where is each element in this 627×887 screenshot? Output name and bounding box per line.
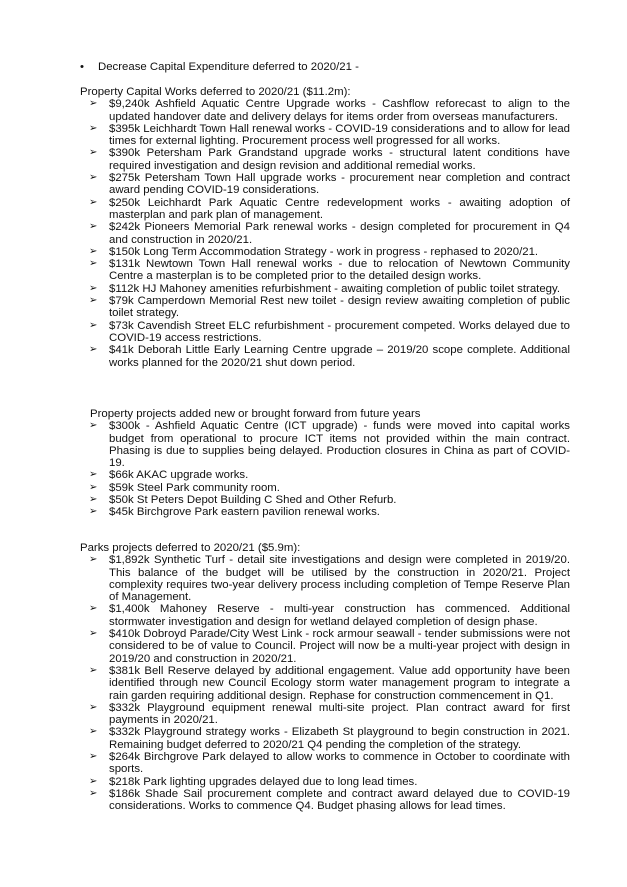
arrow-bullet-icon: ➢ (89, 147, 98, 159)
list-item (80, 506, 570, 518)
list-item-text: $390k Petersham Park Grandstand upgrade works - structural latent conditions have required investigation and design revision and additional remedial works. (109, 147, 570, 172)
list-item-text: $131k Newtown Town Hall renewal works - due to relocation of Newtown Community Centre a masterplan is to be completed prior to the detailed design works. (109, 258, 570, 283)
bullet-dot: • (80, 61, 84, 73)
list-item-text: $79k Camperdown Memorial Rest new toilet - design review awaiting completion of public toilet strategy. (109, 295, 570, 320)
arrow-bullet-icon: ➢ (89, 98, 98, 110)
top-bullet-text: Decrease Capital Expenditure deferred to 2020/21 - (98, 61, 359, 73)
list-item-text: $410k Dobroyd Parade/City West Link - rock armour seawall - tender submissions were not considered to be of value to Council. Project will now be a multi-year project with design in 2019/20 and construction in 2020/21. (109, 628, 570, 665)
item-list (80, 98, 570, 369)
list-item-text: $264k Birchgrove Park delayed to allow works to commence in October to coordinate with sports. (109, 751, 570, 776)
list-item (80, 776, 570, 788)
list-item (80, 246, 570, 258)
list-item-text: $1,400k Mahoney Reserve - multi-year construction has commenced. Additional stormwater investigation and design for wetland delayed completion of design phase. (109, 603, 570, 628)
arrow-bullet-icon: ➢ (89, 481, 98, 493)
list-item (80, 482, 570, 494)
list-item-text: $275k Petersham Town Hall upgrade works - procurement near completion and contract award pending COVID-19 considerations. (109, 172, 570, 197)
list-item (80, 702, 570, 727)
arrow-bullet-icon: ➢ (89, 221, 98, 233)
arrow-bullet-icon: ➢ (89, 701, 98, 713)
list-item (80, 258, 570, 283)
arrow-bullet-icon: ➢ (89, 494, 98, 506)
list-item-text: $395k Leichhardt Town Hall renewal works - COVID-19 considerations and to allow for lead times for external lighting. Procurement process well progressed for all works. (109, 122, 570, 148)
item-list (80, 420, 570, 518)
list-item (80, 320, 570, 345)
arrow-bullet-icon: ➢ (89, 787, 98, 799)
list-item-text: $186k Shade Sail procurement complete and contract award delayed due to COVID-19 considerations. Works to commence Q4. Budget phasing allows for lead times. (109, 787, 570, 813)
list-item (80, 221, 570, 246)
list-item (80, 751, 570, 776)
list-item (80, 628, 570, 665)
list-item (80, 554, 570, 603)
arrow-bullet-icon: ➢ (89, 506, 98, 518)
section-heading: Parks projects deferred to 2020/21 ($5.9m): (80, 542, 301, 554)
list-item-text: $150k Long Term Accommodation Strategy - work in progress - rephased to 2020/21. (109, 245, 539, 258)
list-item-text: $9,240k Ashfield Aquatic Centre Upgrade works - Cashflow reforecast to align to the updated handover date and delivery delays for items order from overseas manufacturers. (109, 98, 570, 123)
arrow-bullet-icon: ➢ (89, 603, 98, 615)
arrow-bullet-icon: ➢ (89, 751, 98, 763)
list-item (80, 469, 570, 481)
list-item-text: $1,892k Synthetic Turf - detail site investigations and design were completed in 2019/20. This balance of the budget will be utilised by the construction in 2020/21. Project complexity requires two-year delivery process including completion of Tempe Reserve Plan of Management. (109, 554, 570, 604)
list-item (80, 344, 570, 369)
list-item-text: $218k Park lighting upgrades delayed due to long lead times. (109, 775, 418, 788)
arrow-bullet-icon: ➢ (89, 664, 98, 676)
list-item-text: $332k Playground strategy works - Elizabeth St playground to begin construction in 2021. Remaining budget deferred to 2020/21 Q4 pending the completion of the strategy. (109, 726, 570, 751)
list-item-text: $45k Birchgrove Park eastern pavilion renewal works. (109, 506, 380, 519)
arrow-bullet-icon: ➢ (89, 628, 98, 640)
list-item-text: $381k Bell Reserve delayed by additional engagement. Value add opportunity have been identified through new Council Ecology storm water management program to integrate a rain garden requiring additional design. Rephase for construction commencement in Q1. (109, 664, 570, 702)
list-item-text: $300k - Ashfield Aquatic Centre (ICT upgrade) - funds were moved into capital works budget from operational to procure ICT items not provided within the main contract. Phasing is due to supplies being delayed. Production closures in China as part of COVID-19. (109, 420, 570, 470)
list-item (80, 123, 570, 148)
arrow-bullet-icon: ➢ (89, 319, 98, 331)
list-item-text: $66k AKAC upgrade works. (109, 469, 249, 482)
list-item (80, 788, 570, 813)
arrow-bullet-icon: ➢ (89, 554, 98, 566)
list-item (80, 98, 570, 123)
arrow-bullet-icon: ➢ (89, 122, 98, 134)
section-parks-projects-deferred (80, 542, 570, 813)
list-item (80, 726, 570, 751)
arrow-bullet-icon: ➢ (89, 295, 98, 307)
list-item-text: $250k Leichhardt Park Aquatic Centre redevelopment works - awaiting adoption of masterplan and park plan of management. (109, 196, 570, 221)
list-item (80, 295, 570, 320)
section-heading: Property Capital Works deferred to 2020/21 ($11.2m): (80, 86, 351, 98)
list-item (80, 197, 570, 222)
list-item (80, 603, 570, 628)
list-item-text: $332k Playground equipment renewal multi-site project. Plan contract award for first payments in 2020/21. (109, 701, 570, 727)
arrow-bullet-icon: ➢ (89, 282, 98, 294)
list-item-text: $59k Steel Park community room. (109, 481, 280, 494)
list-item-text: $112k HJ Mahoney amenities refurbishment - awaiting completion of public toilet strategy. (109, 282, 560, 295)
list-item-text: $242k Pioneers Memorial Park renewal works - design completed for procurement in Q4 and construction in 2020/21. (109, 221, 570, 246)
arrow-bullet-icon: ➢ (89, 258, 98, 270)
section-heading: Property projects added new or brought forward from future years (90, 408, 421, 420)
list-item (80, 172, 570, 197)
list-item (80, 494, 570, 506)
list-item (80, 283, 570, 295)
list-item (80, 147, 570, 172)
arrow-bullet-icon: ➢ (89, 726, 98, 738)
arrow-bullet-icon: ➢ (89, 196, 98, 208)
arrow-bullet-icon: ➢ (89, 344, 98, 356)
list-item-text: $73k Cavendish Street ELC refurbishment - procurement competed. Works delayed due to COVID-19 access restrictions. (109, 319, 570, 344)
arrow-bullet-icon: ➢ (89, 245, 98, 257)
list-item (80, 665, 570, 702)
list-item-text: $50k St Peters Depot Building C Shed and Other Refurb. (109, 494, 397, 507)
section-property-projects-added (80, 408, 570, 519)
list-item (80, 420, 570, 469)
arrow-bullet-icon: ➢ (89, 469, 98, 481)
list-item-text: $41k Deborah Little Early Learning Centre upgrade – 2019/20 scope complete. Additional works planned for the 2020/21 shut down period. (109, 344, 570, 369)
item-list (80, 554, 570, 812)
section-property-capital-works (80, 86, 570, 369)
arrow-bullet-icon: ➢ (89, 172, 98, 184)
arrow-bullet-icon: ➢ (89, 775, 98, 787)
arrow-bullet-icon: ➢ (89, 420, 98, 432)
